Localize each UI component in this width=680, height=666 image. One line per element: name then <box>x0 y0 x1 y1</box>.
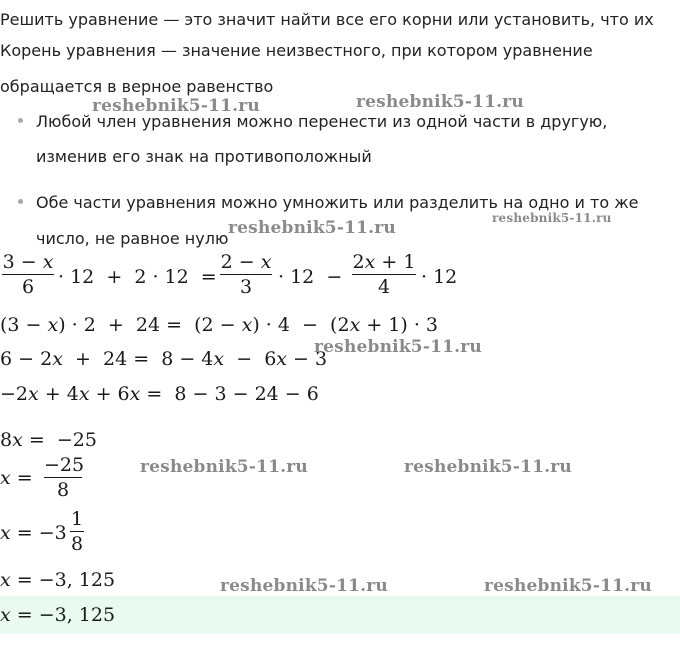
watermark: reshebnik5-11.ru <box>356 92 524 112</box>
watermark: reshebnik5-11.ru <box>404 457 572 477</box>
bullet-icon <box>18 199 23 204</box>
rule-1-line-1: Любой член уравнения можно перенести из одной части в другую, <box>36 112 608 131</box>
watermark: reshebnik5-11.ru <box>140 457 308 477</box>
fraction: 3 − x 6 <box>2 251 54 298</box>
fraction: 2x + 1 4 <box>352 251 416 298</box>
equation-step-2: (3 − x) · 2 + 24 = (2 − x) · 4 − (2x + 1) · 3 <box>0 314 438 336</box>
equation-step-8: x = −3, 125 <box>0 569 116 591</box>
watermark: reshebnik5-11.ru <box>228 218 396 238</box>
bullet-icon <box>18 118 23 123</box>
fraction: 1 8 <box>70 508 84 555</box>
watermark: reshebnik5-11.ru <box>92 96 260 116</box>
rule-1-line-2: изменив его знак на противоположный <box>36 147 372 166</box>
watermark: reshebnik5-11.ru <box>492 211 612 225</box>
equation-step-4: −2x + 4x + 6x = 8 − 3 − 24 − 6 <box>0 383 319 405</box>
equation-step-3: 6 − 2x + 24 = 8 − 4x − 6x − 3 <box>0 348 328 370</box>
final-answer: x = −3, 125 <box>0 604 116 626</box>
fraction: 2 − x 3 <box>220 251 272 298</box>
equation-step-5: 8x = −25 <box>0 429 97 451</box>
intro-line-1: Решить уравнение — это значит найти все его корни или установить, что их <box>0 10 654 29</box>
watermark: reshebnik5-11.ru <box>484 576 652 596</box>
fraction: −25 8 <box>44 454 85 501</box>
watermark: reshebnik5-11.ru <box>220 576 388 596</box>
rule-2-line-1: Обе части уравнения можно умножить или разделить на одно и то же <box>36 193 639 212</box>
intro-line-2: Корень уравнения — значение неизвестного, при котором уравнение <box>0 41 593 60</box>
intro-line-3: обращается в верное равенство <box>0 77 274 96</box>
rule-2-line-2: число, не равное нулю <box>36 229 229 248</box>
watermark: reshebnik5-11.ru <box>314 337 482 357</box>
